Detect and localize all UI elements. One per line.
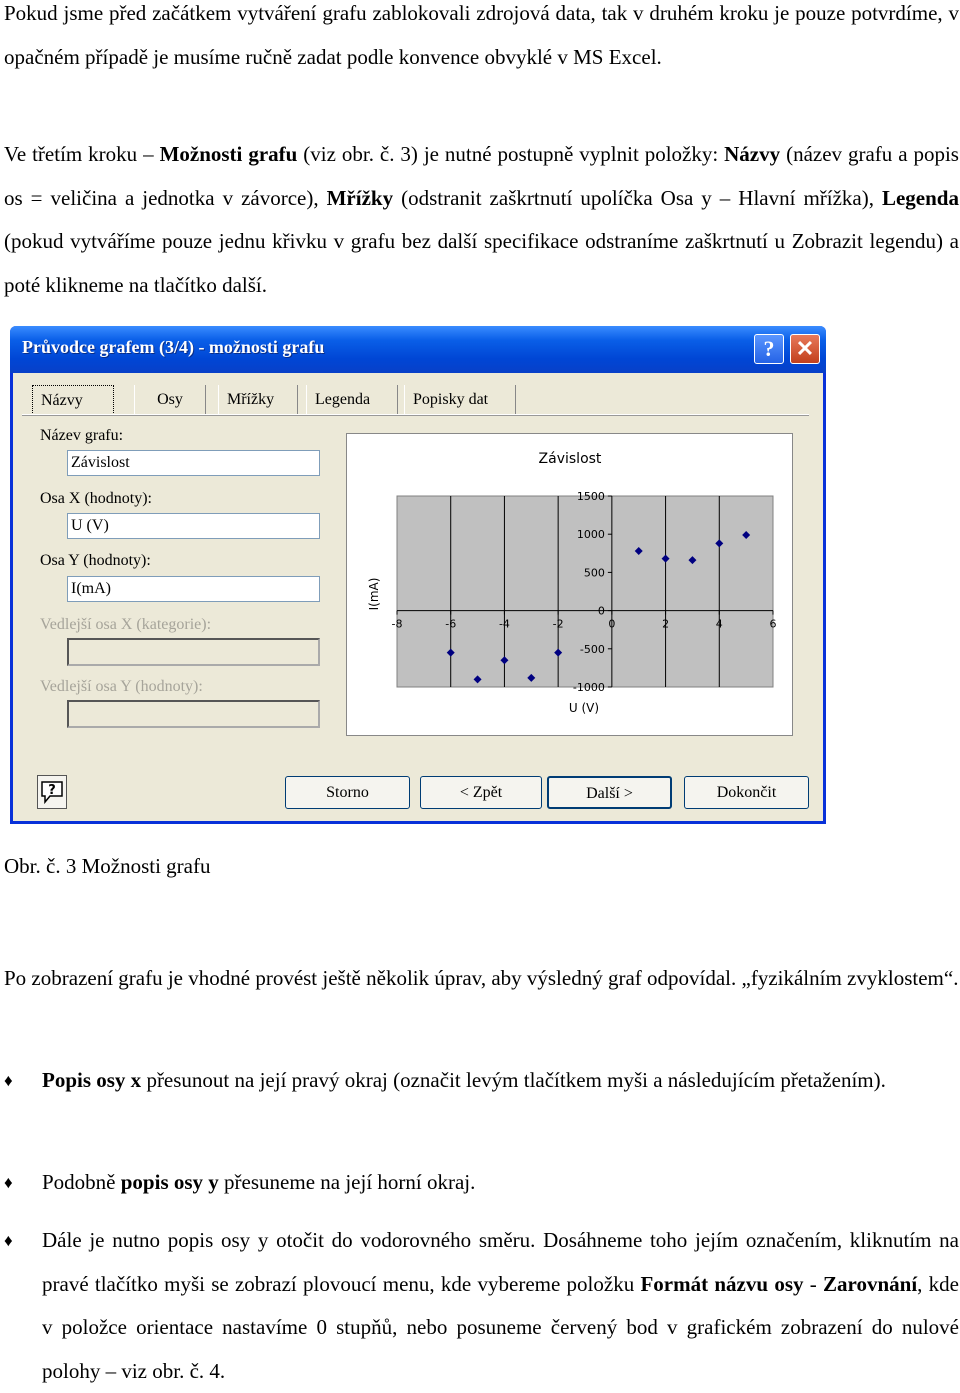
text-run: (pokud vytváříme pouze jednu křivku v grafu bez další specifikace odstraníme zaškrtnutí u Zobrazit legendu) a poté klikneme na tlačítko další.: [4, 229, 959, 297]
svg-text:?: ?: [48, 783, 56, 798]
text-run: přesuneme na její horní okraj.: [218, 1170, 476, 1194]
close-icon[interactable]: ✕: [790, 334, 820, 364]
back-button[interactable]: < Zpět: [420, 776, 542, 809]
x-tick-label: 2: [662, 617, 670, 631]
x-tick-label: 6: [769, 617, 777, 631]
bold-run: Možnosti grafu: [159, 142, 298, 166]
y-tick-label: 0: [597, 604, 605, 618]
y-tick-label: -500: [579, 642, 605, 656]
diamond-bullet-icon: ♦: [4, 1231, 13, 1250]
y-tick-label: 1000: [576, 528, 605, 542]
text-run: Podobně: [42, 1170, 121, 1194]
chart-title-label: Název grafu:: [40, 427, 124, 444]
y-tick-label: -1000: [572, 681, 605, 694]
secondary-x-axis-input: [67, 638, 320, 666]
bold-run: popis osy y: [120, 1170, 219, 1194]
text-run: Ve třetím kroku –: [4, 142, 160, 166]
y-tick-label: 1500: [576, 490, 605, 503]
chart-x-axis-label: U (V): [568, 701, 600, 715]
text-run: , kde v položce orientace nastavíme 0 stupňů, nebo posuneme červený bod v grafickém zobrazení do nulové polohy – viz obr. č. 4.: [42, 1271, 960, 1383]
bold-run: Názvy: [724, 142, 781, 166]
bold-run: Legenda: [881, 185, 959, 210]
secondary-y-axis-input: [67, 700, 320, 728]
x-tick-label: -2: [552, 617, 564, 631]
bullet-item-2: [0, 1161, 959, 1205]
bullet-item-3: [0, 1219, 959, 1393]
tab-legenda[interactable]: Legenda: [306, 385, 398, 415]
tab-mrizky[interactable]: Mřížky: [218, 385, 298, 415]
x-tick-label: 0: [608, 617, 616, 631]
help-button[interactable]: [37, 775, 67, 809]
tab-nazvy[interactable]: Názvy: [32, 385, 114, 415]
help-bubble-icon: [38, 776, 66, 808]
text-run: (název grafu a popis os = veličina a jednotka v závorce),: [4, 142, 959, 210]
x-tick-label: 4: [715, 617, 723, 631]
dialog-title: Průvodce grafem (3/4) - možnosti grafu: [22, 337, 325, 357]
text-run: Po zobrazení grafu je vhodné provést ještě několik úprav, aby výsledný graf odpovídal. „fyzikálním zvyklostem“.: [4, 966, 959, 990]
chart-y-axis-label: I(mA): [367, 577, 381, 611]
y-axis-input[interactable]: I(mA): [67, 576, 320, 602]
text-run: Dále je nutno popis osy y otočit do vodorovného směru. Dosáhneme toho jejím označením, kliknutím na pravé tlačítko myši se zobrazí plovoucí menu, kde vybereme položku: [42, 1228, 959, 1296]
x-axis-label: Osa X (hodnoty):: [40, 490, 152, 507]
cancel-button[interactable]: Storno: [285, 776, 410, 809]
bullet-item-1: [0, 1059, 959, 1103]
tab-osy[interactable]: Osy: [134, 385, 206, 415]
bold-run: Popis osy x: [42, 1068, 142, 1092]
chart-preview-svg: [347, 434, 792, 735]
x-tick-label: -6: [445, 617, 457, 631]
text-run: přesunout na její pravý okraj (označit levým tlačítkem myši a následujícím přetažením).: [141, 1068, 886, 1092]
bold-run: Formát názvu osy: [640, 1271, 804, 1296]
text-run: (odstranit zaškrtnutí upolíčka Osa y – Hlavní mřížka),: [393, 185, 882, 210]
help-icon[interactable]: ?: [754, 334, 784, 364]
text-run: (viz obr. č. 3) je nutné postupně vyplnit položky:: [297, 142, 725, 166]
text-run: -: [803, 1271, 824, 1296]
x-tick-label: -8: [391, 617, 403, 631]
diamond-bullet-icon: ♦: [4, 1173, 13, 1192]
x-tick-label: -4: [498, 617, 510, 631]
dialog-titlebar: [10, 326, 826, 373]
bold-run: Zarovnání: [823, 1271, 918, 1296]
figure-caption: Obr. č. 3 Možnosti grafu: [4, 854, 211, 878]
intro-text-1: Pokud jsme před začátkem vytváření grafu zablokovali zdrojová data, tak v druhém kroku je pouze potvrdíme, v opačném případě je musíme ručně zadat podle konvence obvyklé v MS Excel.: [4, 1, 959, 69]
tab-popisky-dat[interactable]: Popisky dat: [404, 385, 516, 415]
secondary-y-axis-label: Vedlejší osa Y (hodnoty):: [40, 678, 203, 695]
chart-preview: [346, 433, 793, 736]
chart-title-input[interactable]: Závislost: [67, 450, 320, 476]
next-button[interactable]: Další >: [547, 776, 672, 809]
intro-paragraph-2: [4, 133, 959, 307]
diamond-bullet-icon: ♦: [4, 1071, 13, 1090]
bold-run: Mřížky: [326, 185, 394, 210]
paragraph-3: [4, 957, 959, 1001]
secondary-x-axis-label: Vedlejší osa X (kategorie):: [40, 616, 212, 633]
tab-panel-border: [22, 414, 809, 416]
x-axis-input[interactable]: U (V): [67, 513, 320, 539]
intro-paragraph-1: [4, 0, 959, 79]
finish-button[interactable]: Dokončit: [684, 776, 809, 809]
y-axis-label: Osa Y (hodnoty):: [40, 552, 151, 569]
chart-title: Závislost: [538, 451, 602, 467]
plot-area: [397, 496, 773, 687]
y-tick-label: 500: [583, 566, 605, 580]
